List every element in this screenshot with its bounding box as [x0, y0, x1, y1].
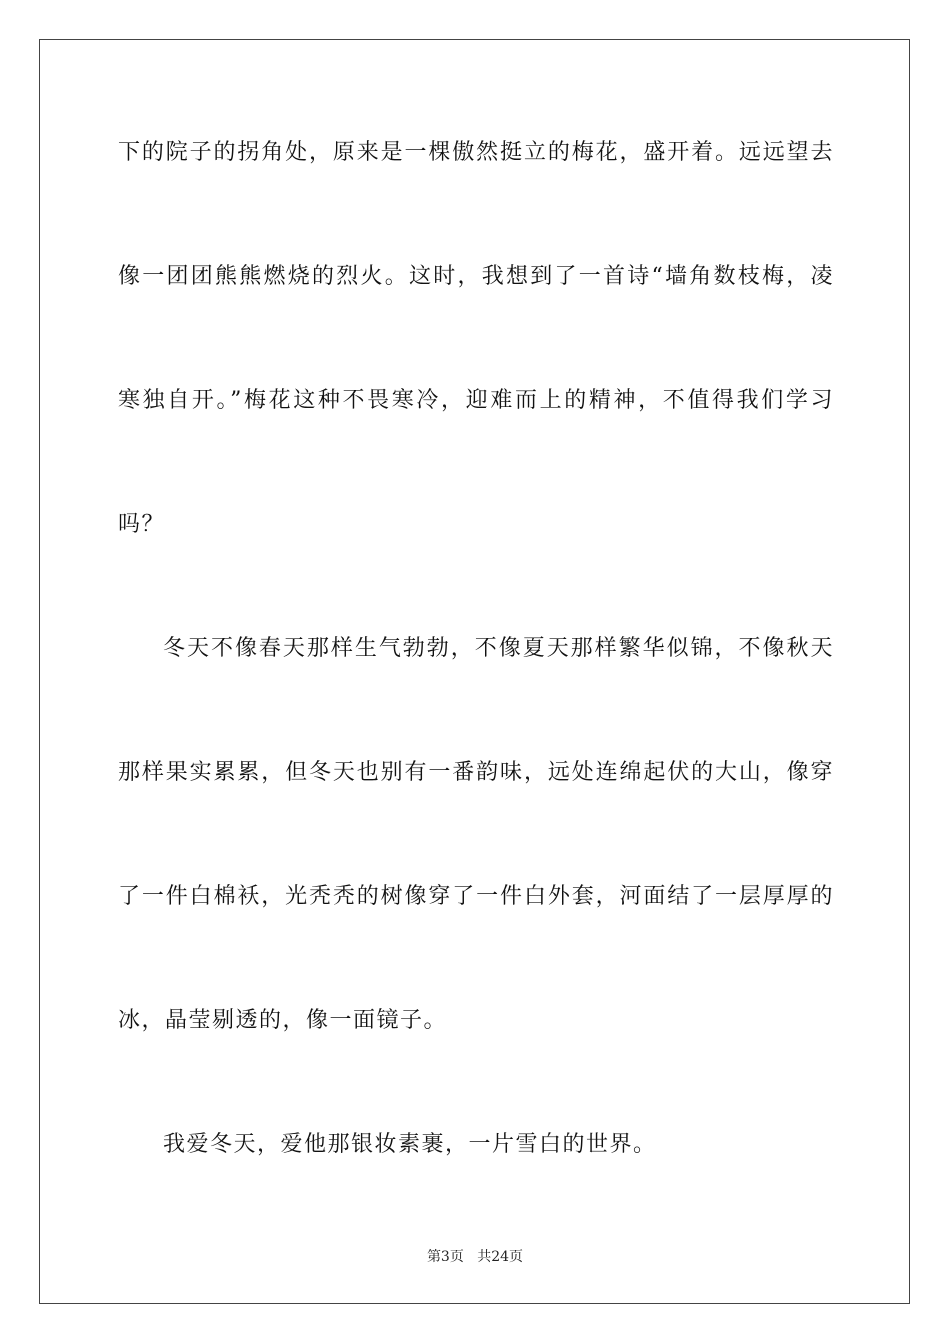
- paragraph-line: 那样果实累累，但冬天也别有一番韵味，远处连绵起伏的大山，像穿: [118, 760, 834, 785]
- paragraph-line: 寒独自开。”梅花这种不畏寒冷，迎难而上的精神，不值得我们学习: [118, 388, 834, 413]
- paragraph-line: 吗？: [118, 512, 166, 537]
- page-border: [39, 39, 910, 1304]
- page-number: 第3页: [426, 1249, 464, 1265]
- paragraph-line: 冬天不像春天那样生气勃勃，不像夏天那样繁华似锦，不像秋天: [163, 636, 834, 661]
- paragraph-line: 我爱冬天，爱他那银妆素裹，一片雪白的世界。: [163, 1132, 657, 1157]
- page-footer: [0, 1248, 950, 1266]
- paragraph-line: 了一件白棉袄，光秃秃的树像穿了一件白外套，河面结了一层厚厚的: [118, 884, 834, 909]
- paragraph-line: 冰，晶莹剔透的，像一面镜子。: [118, 1008, 448, 1033]
- page-total: 共24页: [477, 1249, 524, 1265]
- paragraph-line: 下的院子的拐角处，原来是一棵傲然挺立的梅花，盛开着。远远望去: [118, 140, 834, 165]
- paragraph-line: 像一团团熊熊燃烧的烈火。这时，我想到了一首诗“墙角数枝梅，凌: [118, 264, 834, 289]
